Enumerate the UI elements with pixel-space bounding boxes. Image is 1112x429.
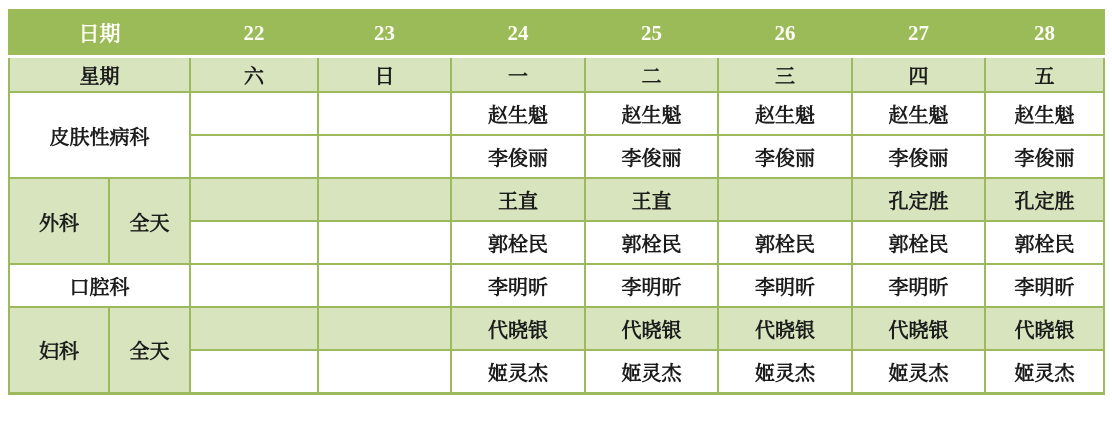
date-cell: 24: [451, 10, 585, 57]
dept-subcell-allday: 全天: [109, 307, 190, 393]
schedule-cell: [318, 92, 451, 135]
schedule-cell: [318, 264, 451, 307]
schedule-cell: [718, 178, 852, 221]
weekday-cell: 三: [718, 57, 852, 93]
schedule-cell: 郭栓民: [585, 221, 718, 264]
schedule-cell: 代晓银: [718, 307, 852, 350]
weekday-cell: 日: [318, 57, 451, 93]
schedule-cell: 李俊丽: [718, 135, 852, 178]
schedule-cell: 姬灵杰: [585, 350, 718, 393]
schedule-cell: 姬灵杰: [852, 350, 985, 393]
schedule-cell: [190, 307, 318, 350]
schedule-cell: 李俊丽: [585, 135, 718, 178]
schedule-cell: [318, 178, 451, 221]
weekday-cell: 六: [190, 57, 318, 93]
schedule-cell: 郭栓民: [852, 221, 985, 264]
schedule-cell: 李明昕: [585, 264, 718, 307]
schedule-cell: 李明昕: [985, 264, 1104, 307]
weekday-header-label: 星期: [9, 57, 190, 93]
schedule-cell: 赵生魁: [852, 92, 985, 135]
schedule-cell: 代晓银: [985, 307, 1104, 350]
schedule-cell: 姬灵杰: [985, 350, 1104, 393]
weekday-cell: 二: [585, 57, 718, 93]
schedule-cell: [190, 178, 318, 221]
schedule-cell: 代晓银: [585, 307, 718, 350]
schedule-cell: 姬灵杰: [451, 350, 585, 393]
table-row: [9, 92, 1104, 135]
schedule-cell: [190, 221, 318, 264]
schedule-cell: 赵生魁: [985, 92, 1104, 135]
schedule-cell: [190, 264, 318, 307]
schedule-cell: 孔定胜: [852, 178, 985, 221]
schedule-cell: 赵生魁: [451, 92, 585, 135]
schedule-cell: 王直: [451, 178, 585, 221]
schedule-cell: 李明昕: [451, 264, 585, 307]
weekday-cell: 四: [852, 57, 985, 93]
date-cell: 26: [718, 10, 852, 57]
schedule-cell: [318, 221, 451, 264]
dept-subcell-allday: 全天: [109, 178, 190, 264]
table-row-weekdays: [9, 57, 1104, 93]
weekday-cell: 五: [985, 57, 1104, 93]
schedule-cell: [190, 92, 318, 135]
schedule-cell: 李明昕: [852, 264, 985, 307]
schedule-cell: 李明昕: [718, 264, 852, 307]
schedule-cell: 郭栓民: [451, 221, 585, 264]
schedule-cell: 郭栓民: [718, 221, 852, 264]
dept-cell-dermatology: 皮肤性病科: [9, 92, 190, 178]
schedule-cell: 李俊丽: [451, 135, 585, 178]
schedule-cell: 赵生魁: [585, 92, 718, 135]
date-cell: 22: [190, 10, 318, 57]
date-cell: 28: [985, 10, 1104, 57]
date-cell: 25: [585, 10, 718, 57]
schedule-cell: 郭栓民: [985, 221, 1104, 264]
schedule-cell: 赵生魁: [718, 92, 852, 135]
schedule-cell: 孔定胜: [985, 178, 1104, 221]
dept-cell-dental: 口腔科: [9, 264, 190, 307]
schedule-cell: [318, 135, 451, 178]
date-cell: 23: [318, 10, 451, 57]
date-header-label: 日期: [9, 10, 190, 57]
weekday-cell: 一: [451, 57, 585, 93]
table-row: [9, 264, 1104, 307]
table-row: [9, 307, 1104, 350]
table-row: [9, 178, 1104, 221]
dept-cell-gynecology: 妇科: [9, 307, 109, 393]
schedule-cell: 王直: [585, 178, 718, 221]
schedule-cell: 姬灵杰: [718, 350, 852, 393]
table-row-dates: [9, 10, 1104, 57]
schedule-cell: 李俊丽: [852, 135, 985, 178]
schedule-cell: 李俊丽: [985, 135, 1104, 178]
schedule-cell: [190, 350, 318, 393]
duty-schedule-table: [8, 9, 1105, 395]
schedule-cell: 代晓银: [852, 307, 985, 350]
dept-cell-surgery: 外科: [9, 178, 109, 264]
date-cell: 27: [852, 10, 985, 57]
schedule-cell: [318, 307, 451, 350]
schedule-cell: [318, 350, 451, 393]
schedule-cell: [190, 135, 318, 178]
schedule-cell: 代晓银: [451, 307, 585, 350]
